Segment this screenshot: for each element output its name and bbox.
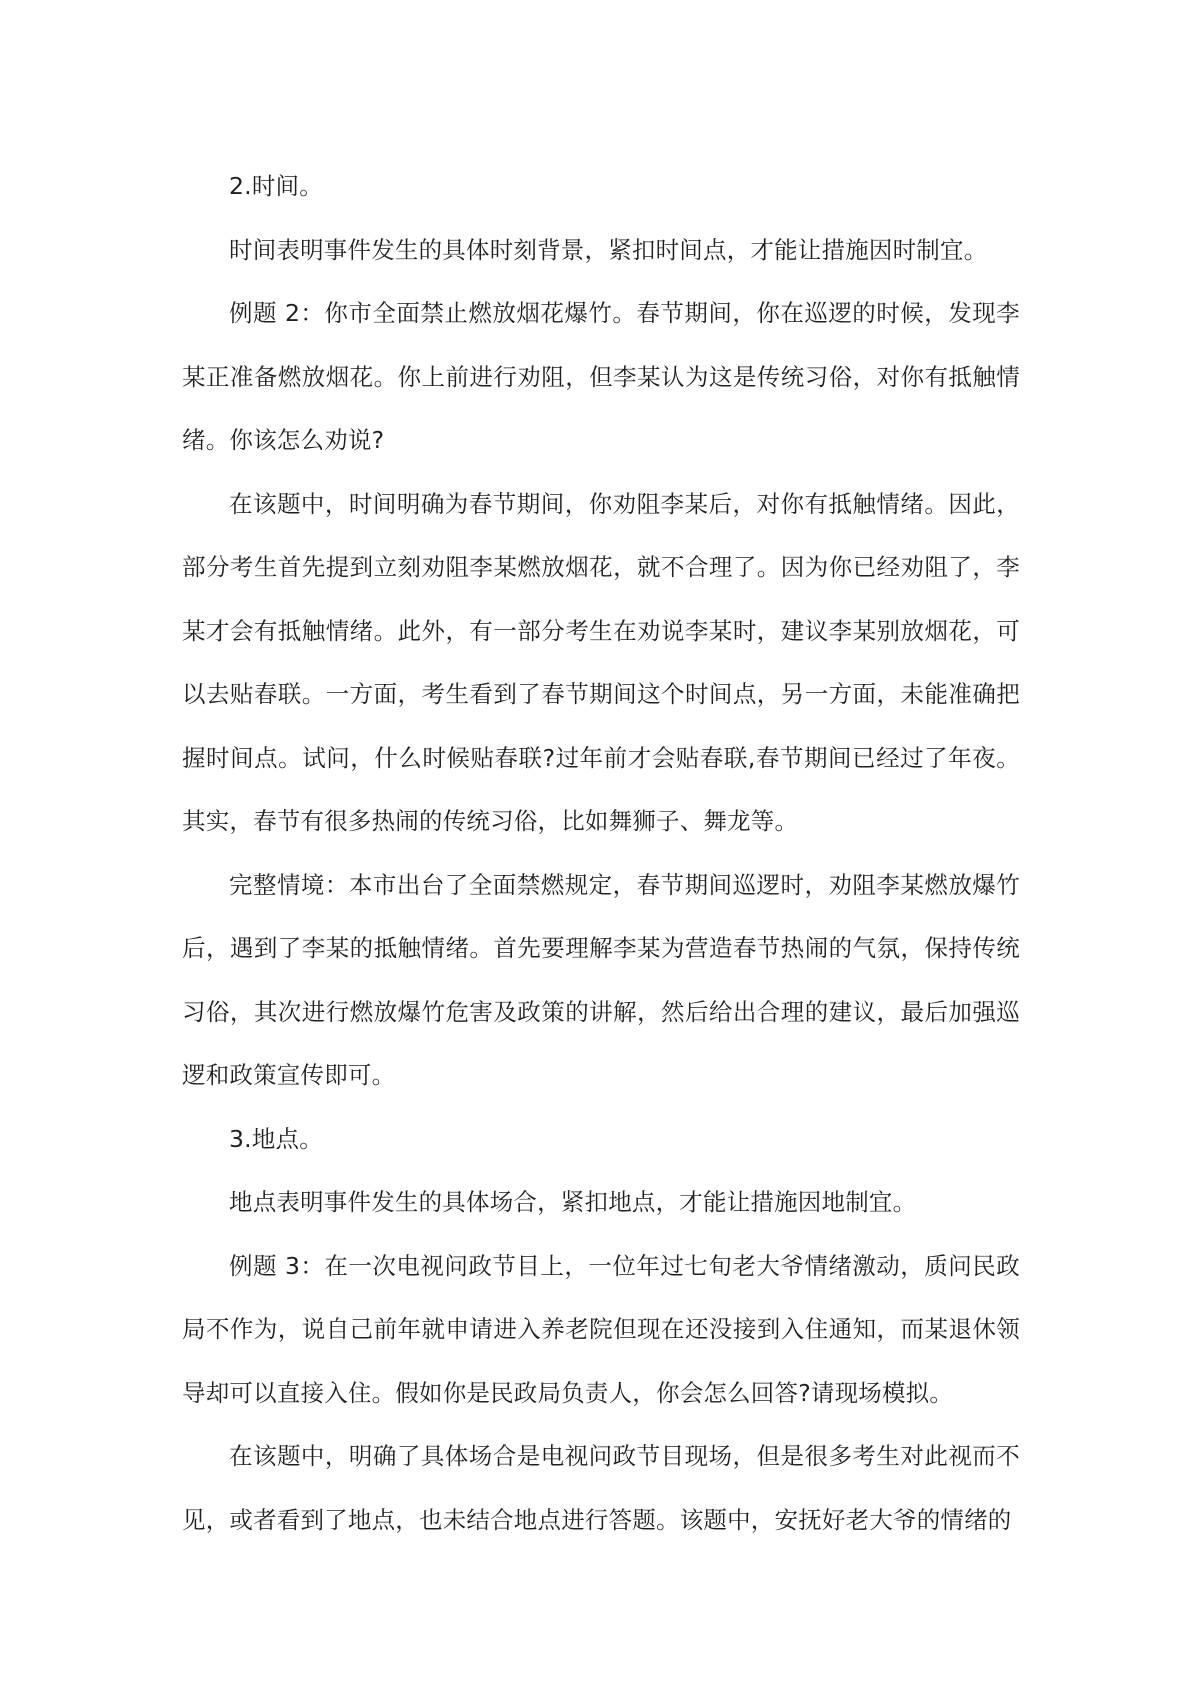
- example-2-question: 例题 2：你市全面禁止燃放烟花爆竹。春节期间，你在巡逻的时候，发现李某正准备燃放烟花。你上前进行劝阻，但李某认为这是传统习俗，对你有抵触情绪。你该怎么劝说?: [182, 299, 1020, 454]
- section-heading-time: 2.时间。: [229, 172, 323, 200]
- example-3-question: 例题 3：在一次电视问政节目上，一位年过七旬老大爷情绪激动，质问民政局不作为，说自己前年就申请进入养老院但现在还没接到入住通知，而某退休领导却可以直接入住。假如你是民政局负责人，你会怎么回答?请现场模拟。: [182, 1251, 1020, 1407]
- section-heading-location: 3.地点。: [229, 1124, 323, 1153]
- document-page: [182, 155, 1020, 1552]
- example-2-analysis: 在该题中，时间明确为春节期间，你劝阻李某后，对你有抵触情绪。因此，部分考生首先提到立刻劝阻李某燃放烟花，就不合理了。因为你已经劝阻了，李某才会有抵触情绪。此外，有一部分考生在劝说李某时，建议李某别放烟花，可以去贴春联。一方面，考生看到了春节期间这个时间点，另一方面，未能准确把握时间点。试问，什么时候贴春联?过年前才会贴春联,春节期间已经过了年夜。其实，春节有很多热闹的传统习俗，比如舞狮子、舞龙等。: [182, 489, 1020, 835]
- example-2-full-context: 完整情境：本市出台了全面禁燃规定，春节期间巡逻时，劝阻李某燃放爆竹后，遇到了李某的抵触情绪。首先要理解李某为营造春节热闹的气氛，保持传统习俗，其次进行燃放爆竹危害及政策的讲解，然后给出合理的建议，最后加强巡逻和政策宣传即可。: [182, 870, 1020, 1089]
- location-definition-paragraph: 地点表明事件发生的具体场合，紧扣地点，才能让措施因地制宜。: [229, 1188, 917, 1216]
- example-3-analysis: 在该题中，明确了具体场合是电视问政节目现场，但是很多考生对此视而不见，或者看到了地点，也未结合地点进行答题。该题中，安抚好老大爷的情绪的: [182, 1442, 1020, 1534]
- time-definition-paragraph: 时间表明事件发生的具体时刻背景，紧扣时间点，才能让措施因时制宜。: [229, 235, 988, 264]
